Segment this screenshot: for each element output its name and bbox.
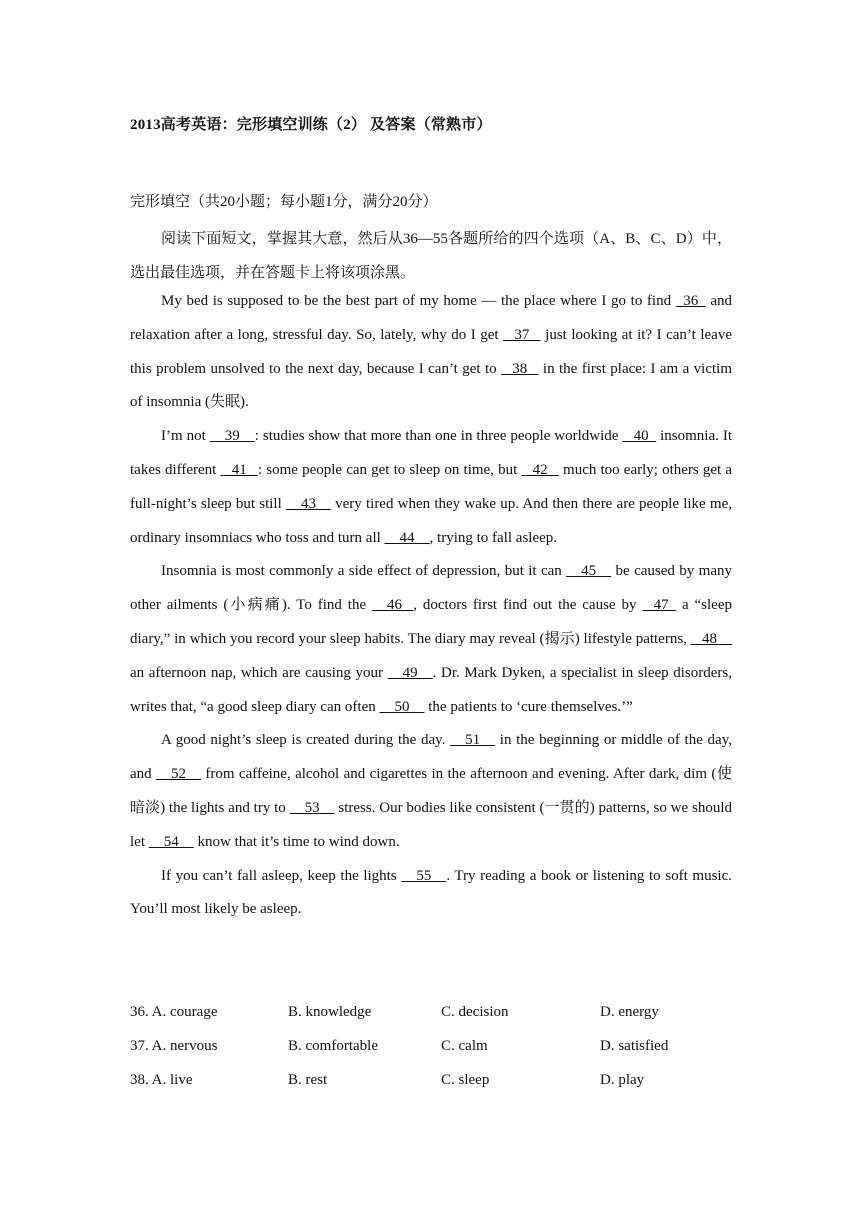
blank-53: 53 [289,799,335,816]
option-row-37 [130,1029,732,1063]
blank-51: 51 [450,732,496,749]
paragraph-4 [130,724,732,859]
section-heading: 完形填空（共20小题；每小题1分，满分20分） [130,194,438,210]
blank-41: 41 [220,461,258,478]
text: just looking at it? I can’t leave this problem unsolved to the next day, because I can’t get to [130,326,732,377]
cloze-passage [130,285,732,927]
option-row-36 [130,995,732,1029]
option-c: C. decision [441,1004,509,1020]
option-b: B. knowledge [288,1004,372,1020]
text: My bed is supposed to be the best part of my home — the place where I go to find [161,293,676,309]
text: A good night’s sleep is created during the day. [161,732,451,749]
option-c: C. sleep [441,1072,490,1088]
text: Insomnia is most commonly a side effect of depression, but it can [161,563,567,580]
text: : studies show that more than one in three people worldwide [254,428,623,445]
paragraph-1 [130,285,732,420]
blank-44: 44 [384,529,430,546]
text: in the first place: I am a victim of insomnia (失眠). [130,360,732,411]
option-d: D. play [600,1072,645,1088]
option-a: 38. A. live [130,1072,193,1088]
blank-36: 36 [675,293,706,309]
blank-54: 54 [148,833,194,850]
text: in the beginning or middle of the day, and [130,732,732,783]
text: . Try reading a book or listening to soft music. You’ll most likely be asleep. [130,867,732,918]
blank-47: 47 [642,597,677,614]
text: a “sleep diary,” in which you record your sleep habits. The diary may reveal (揭示) lifestyle patterns, [130,597,732,647]
instructions [130,222,732,290]
paragraph-5 [130,860,732,928]
blank-40: 40 [622,428,657,445]
blank-39: 39 [209,428,255,445]
blank-43: 43 [285,495,331,512]
paragraph-3 [130,555,732,724]
option-b: B. comfortable [288,1038,378,1054]
text: from caffeine, alcohol and cigarettes in the afternoon and evening. After dark, dim (使暗淡) the lights and try to [130,766,732,816]
option-c: C. calm [441,1038,488,1054]
text: stress. Our bodies like consistent (一贯的) patterns, so we should let [130,799,732,850]
page-title: 2013高考英语：完形填空训练（2） 及答案（常熟市） [130,117,492,133]
option-d: D. satisfied [600,1038,669,1054]
text: , trying to fall asleep. [429,529,558,546]
text: much too early; others get a full-night’s sleep but still [130,461,733,512]
text: an afternoon nap, which are causing your [130,664,388,681]
text: the patients to ‘cure themselves.’” [424,698,633,715]
blank-37: 37 [503,326,541,343]
blank-42: 42 [521,461,559,478]
blank-55: 55 [401,867,447,884]
text: I’m not [161,428,210,445]
option-row-38 [130,1063,732,1097]
text: and relaxation after a long, stressful day. So, lately, why do I get [130,293,732,343]
text: If you can’t fall asleep, keep the lights [161,867,402,884]
blank-48: 48 [690,630,732,647]
text: very tired when they wake up. And then there are people like me, ordinary insomniacs who toss and turn all [130,495,732,546]
option-a: 36. A. courage [130,1004,218,1020]
option-b: B. rest [288,1072,328,1088]
blank-50: 50 [379,698,425,715]
text: know that it’s time to wind down. [193,833,400,850]
text: , doctors first find out the cause by [413,597,643,614]
text: insomnia. It takes different [130,428,732,478]
paragraph-2 [130,420,732,555]
blank-49: 49 [387,664,433,681]
blank-45: 45 [566,563,612,580]
text: : some people can get to sleep on time, but [257,461,522,478]
option-a: 37. A. nervous [130,1038,218,1054]
answer-options [130,995,732,1097]
option-d: D. energy [600,1004,659,1020]
text: be caused by many other ailments (小病痛). To find the [130,563,733,614]
blank-38: 38 [501,360,539,377]
instructions-text: 阅读下面短文，掌握其大意，然后从36—55各题所给的四个选项（A、B、C、D）中，选出最佳选项，并在答题卡上将该项涂黑。 [130,231,732,281]
text: . Dr. Mark Dyken, a specialist in sleep disorders, writes that, “a good sleep diary can often [130,664,732,715]
blank-46: 46 [372,597,414,614]
blank-52: 52 [156,766,202,783]
